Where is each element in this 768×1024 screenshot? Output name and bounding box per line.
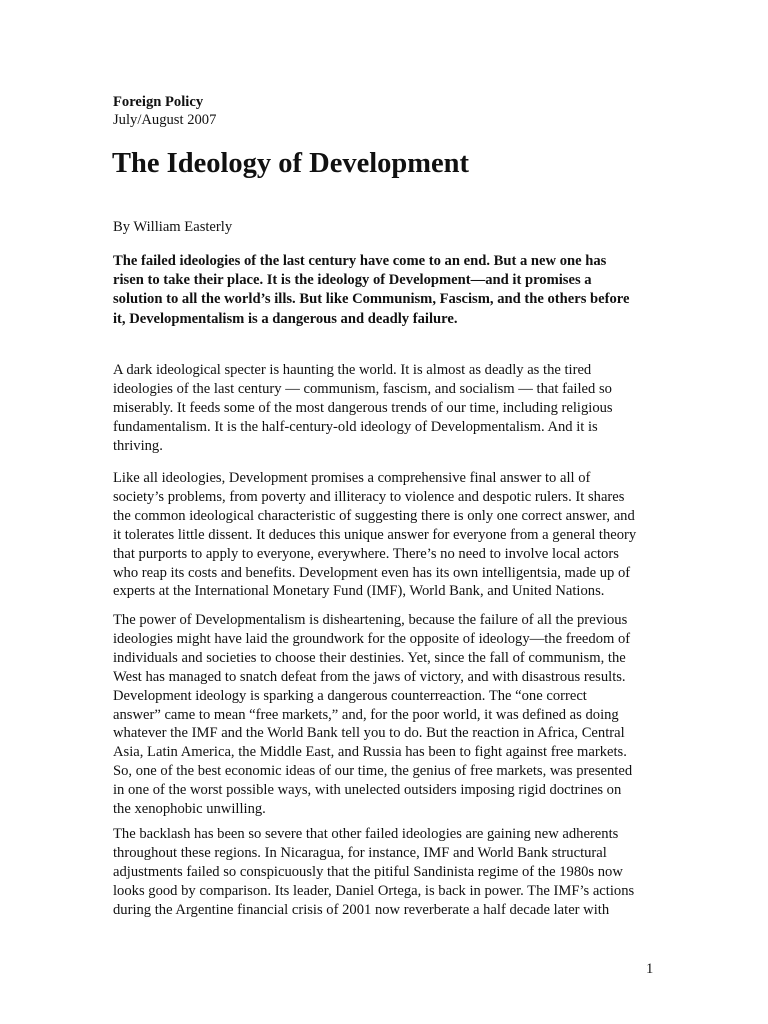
paragraph-1: A dark ideological specter is haunting the world. It is almost as deadly as the tired ideologies of the last century — communism, fascism, and socialism — that failed so miserably. It feeds some of the most dangerous trends of our time, including religious fundamentalism. It is the half-century-old ideology of Developmentalism. And it is thriving. xyxy=(113,362,613,454)
paragraph-4: The backlash has been so severe that other failed ideologies are gaining new adherents throughout these regions. In Nicaragua, for instance, IMF and World Bank structural adjustments failed so conspicuously that the pitiful Sandinista regime of the 1980s now looks good by comparison. Its leader, Daniel Ortega, is back in power. The IMF’s actions during the Argentine financial crisis of 2001 now reverberate a half decade later with xyxy=(113,826,635,918)
page-number: 1 xyxy=(646,961,654,977)
article-deck: The failed ideologies of the last century have come to an end. But a new one has risen to take their place. It is the ideology of Development—and it promises a solution to all the world’s ills. But like Communism, Fascism, and the others before it, Developmentalism is a dangerous and deadly failure. xyxy=(113,253,630,327)
issue-date: July/August 2007 xyxy=(113,112,217,128)
publication-name: Foreign Policy xyxy=(113,94,204,110)
article-title: The Ideology of Development xyxy=(112,148,470,179)
paragraph-3: The power of Developmentalism is disheartening, because the failure of all the previous ideologies might have laid the groundwork for the opposite of ideology—the freedom of individuals and societies to choose their destinies. Yet, since the fall of communism, the West has managed to snatch defeat from the jaws of victory, and with disastrous results. Development ideology is sparking a dangerous counterreaction. The “one correct answer” came to mean “free markets,” and, for the poor world, it was defined as doing whatever the IMF and the World Bank tell you to do. But the reaction in Africa, Central Asia, Latin America, the Middle East, and Russia has been to fight against free markets. So, one of the best economic ideas of our time, the genius of free markets, was presented in one of the worst possible ways, with unelected outsiders imposing rigid doctrines on the xenophobic unwilling. xyxy=(113,612,633,818)
paragraph-2: Like all ideologies, Development promises a comprehensive final answer to all of society’s problems, from poverty and illiteracy to violence and despotic rulers. It shares the common ideological characteristic of suggesting there is only one correct answer, and it tolerates little dissent. It deduces this unique answer for everyone from a general theory that purports to apply to everyone, everywhere. There’s no need to involve local actors who reap its costs and benefits. Development even has its own intelligentsia, made up of experts at the International Monetary Fund (IMF), World Bank, and United Nations. xyxy=(113,470,637,600)
byline: By William Easterly xyxy=(113,219,233,235)
